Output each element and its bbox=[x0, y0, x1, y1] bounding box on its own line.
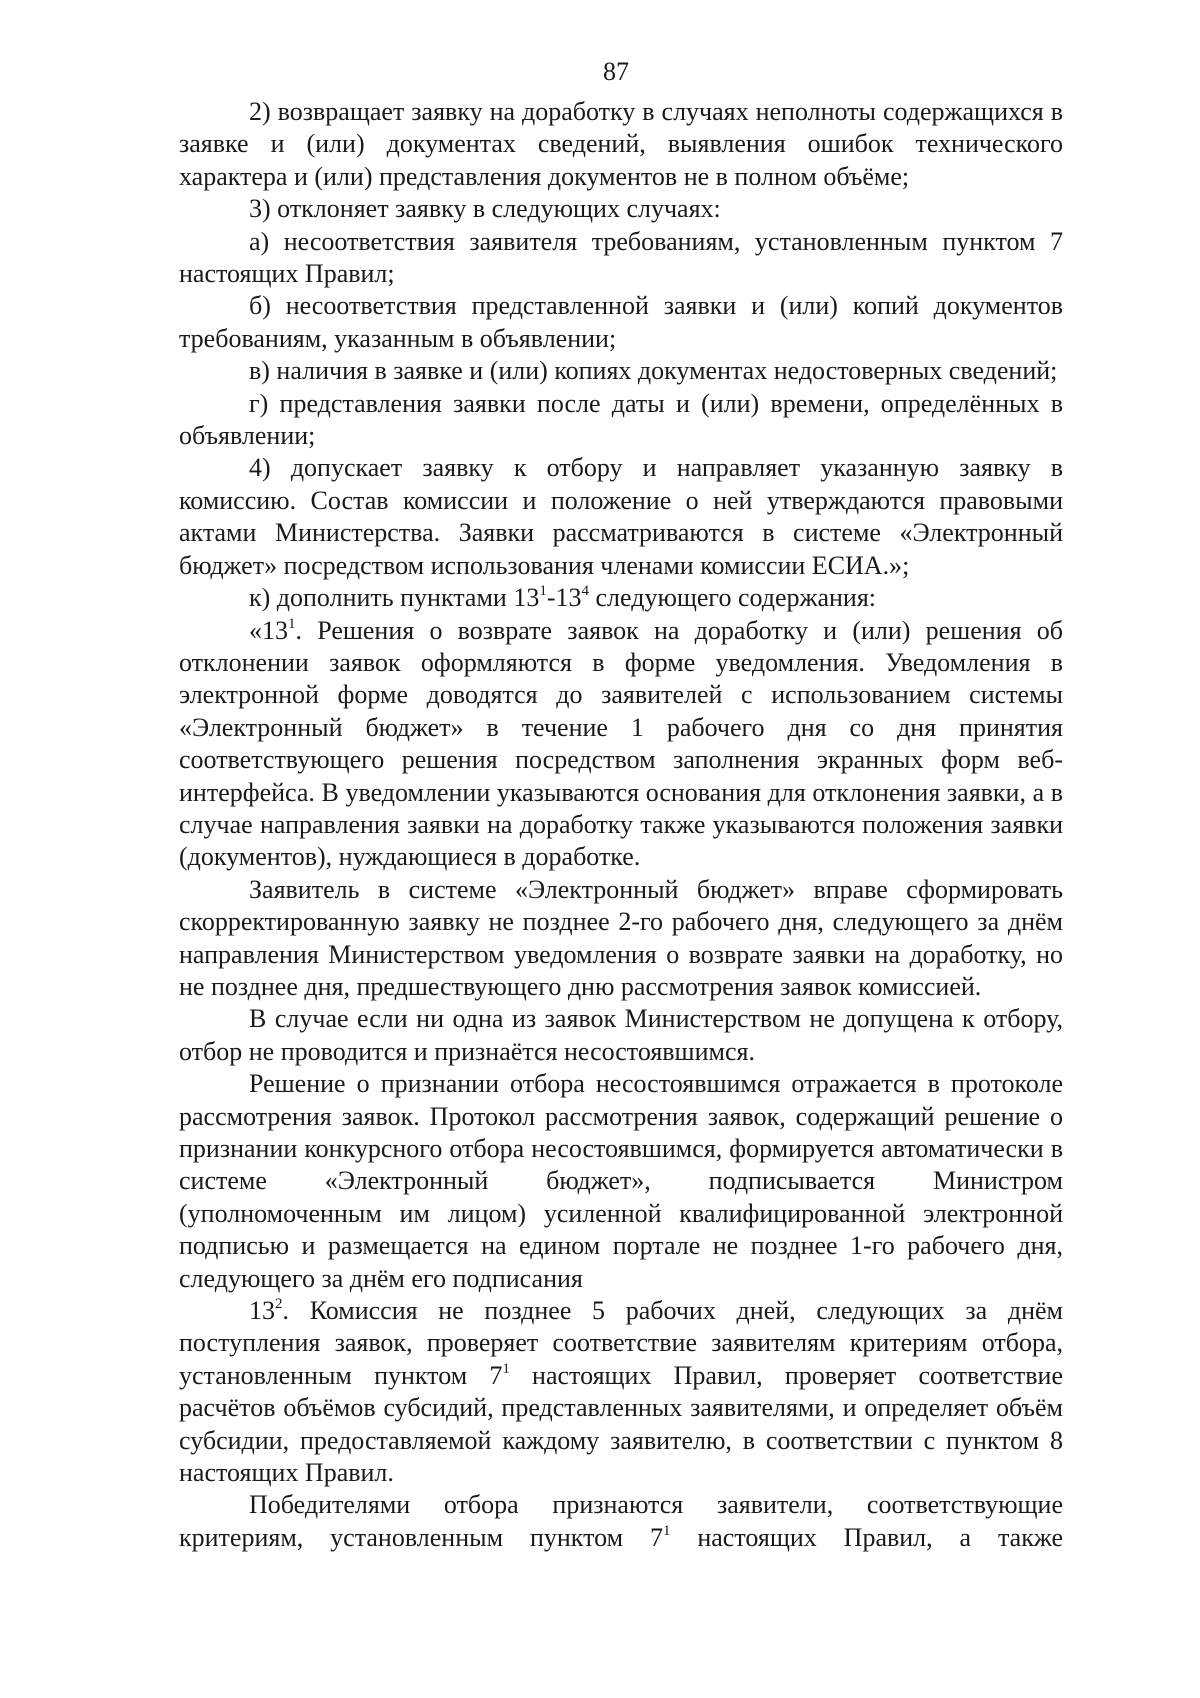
subitem-b: б) несоответствия представленной заявки и (или) копий документов требованиям, указанным в объявлении; bbox=[179, 291, 1063, 353]
clause-13-1 bbox=[179, 615, 1063, 874]
amendment-k-text: следующего содержания: bbox=[589, 583, 877, 613]
clause-text: 13 bbox=[249, 1296, 275, 1326]
subitem-g: г) представления заявки после даты и (или) времени, определённых в объявлении; bbox=[179, 388, 1063, 451]
superscript: 1 bbox=[662, 1522, 671, 1539]
clause-13-2 bbox=[179, 1295, 1063, 1489]
paragraph-protocol: Решение о признании отбора несостоявшимся отражается в протоколе рассмотрения заявок. Протокол рассмотрения заявок, содержащий решение о признании конкурсного отбора несостоявшимся, формируется автоматически в системе «Электронный бюджет», подписывается Министром (уполномоченным им лицом) усиленной квалифицированной электронной подписью и размещается на едином портале не позднее 1-го рабочего дня, следующего за днём его подписания bbox=[179, 1069, 1063, 1293]
subitem-v: в) наличия в заявке и (или) копиях документах недостоверных сведений; bbox=[249, 356, 1058, 386]
paragraph-applicant-correction: Заявитель в системе «Электронный бюджет» вправе сформировать скорректированную заявку не позднее 2-го рабочего дня, следующего за днём направления Министерством уведомления о возврате заявки на доработку, но не позднее дня, предшествующего дню рассмотрения заявок комиссией. bbox=[179, 874, 1063, 1001]
amendment-k bbox=[179, 582, 1063, 614]
clause-text: «13 bbox=[249, 615, 288, 645]
document-body bbox=[179, 96, 1063, 1554]
superscript: 1 bbox=[502, 1360, 510, 1377]
clause-text: настоящих Правил, проверяет соответствие расчётов объёмов субсидий, представленных заявителями, и определяет объём субсидии, предоставляемой каждому заявителю, в соответствии с пунктом 8 настоящих Правил. bbox=[179, 1360, 1063, 1488]
superscript: 1 bbox=[288, 615, 296, 632]
amendment-k-text: -13 bbox=[546, 583, 582, 613]
clause-text: . Решения о возврате заявок на доработку и (или) решения об отклонении заявок оформляются в форме уведомления. Уведомления в электронной форме доводятся до заявителей с использованием системы «Электронный бюджет» в течение 1 рабочего дня со дня принятия соответствующего решения посредством заполнения экранных форм веб-интерфейса. В уведомлении указываются основания для отклонения заявки, а в случае направления заявки на доработку также указываются положения заявки (документов), нуждающиеся в доработке. bbox=[179, 615, 1063, 872]
paragraph-no-applications: В случае если ни одна из заявок Министерством не допущена к отбору, отбор не проводится и признаётся несостоявшимся. bbox=[179, 1004, 1063, 1066]
paragraph-3-rejects: 3) отклоняет заявку в следующих случаях: bbox=[249, 194, 721, 224]
subitem-a: а) несоответствия заявителя требованиям, установленным пунктом 7 настоящих Правил; bbox=[179, 226, 1063, 289]
paragraph-text: Победителями отбора признаются заявители, соответствующие критериям, установленным пунктом 7 bbox=[179, 1490, 1063, 1552]
superscript: 1 bbox=[539, 583, 547, 600]
paragraph-4-admits: 4) допускает заявку к отбору и направляет указанную заявку в комиссию. Состав комиссии и положение о ней утверждаются правовыми актами Министерства. Заявки рассматриваются в системе «Электронный бюджет» посредством использования членами комиссии ЕСИА.»; bbox=[179, 453, 1063, 580]
paragraph-2-return-for-revision: 2) возвращает заявку на доработку в случаях неполноты содержащихся в заявке и (или) документах сведений, выявления ошибок технического характера и (или) представления документов не в полном объёме; bbox=[179, 97, 1063, 191]
superscript: 2 bbox=[275, 1296, 283, 1313]
paragraph-text: настоящих Правил, а также bbox=[670, 1522, 1063, 1552]
superscript: 4 bbox=[581, 583, 589, 600]
paragraph-winners bbox=[179, 1489, 1063, 1554]
amendment-k-text: к) дополнить пунктами 13 bbox=[249, 583, 540, 613]
clause-text: . Комиссия не позднее 5 рабочих дней, следующих за днём поступления заявок, проверяет соответствие заявителям критериям отбора, установленным пунктом 7 bbox=[179, 1296, 1063, 1390]
page-number: 87 bbox=[603, 57, 629, 86]
